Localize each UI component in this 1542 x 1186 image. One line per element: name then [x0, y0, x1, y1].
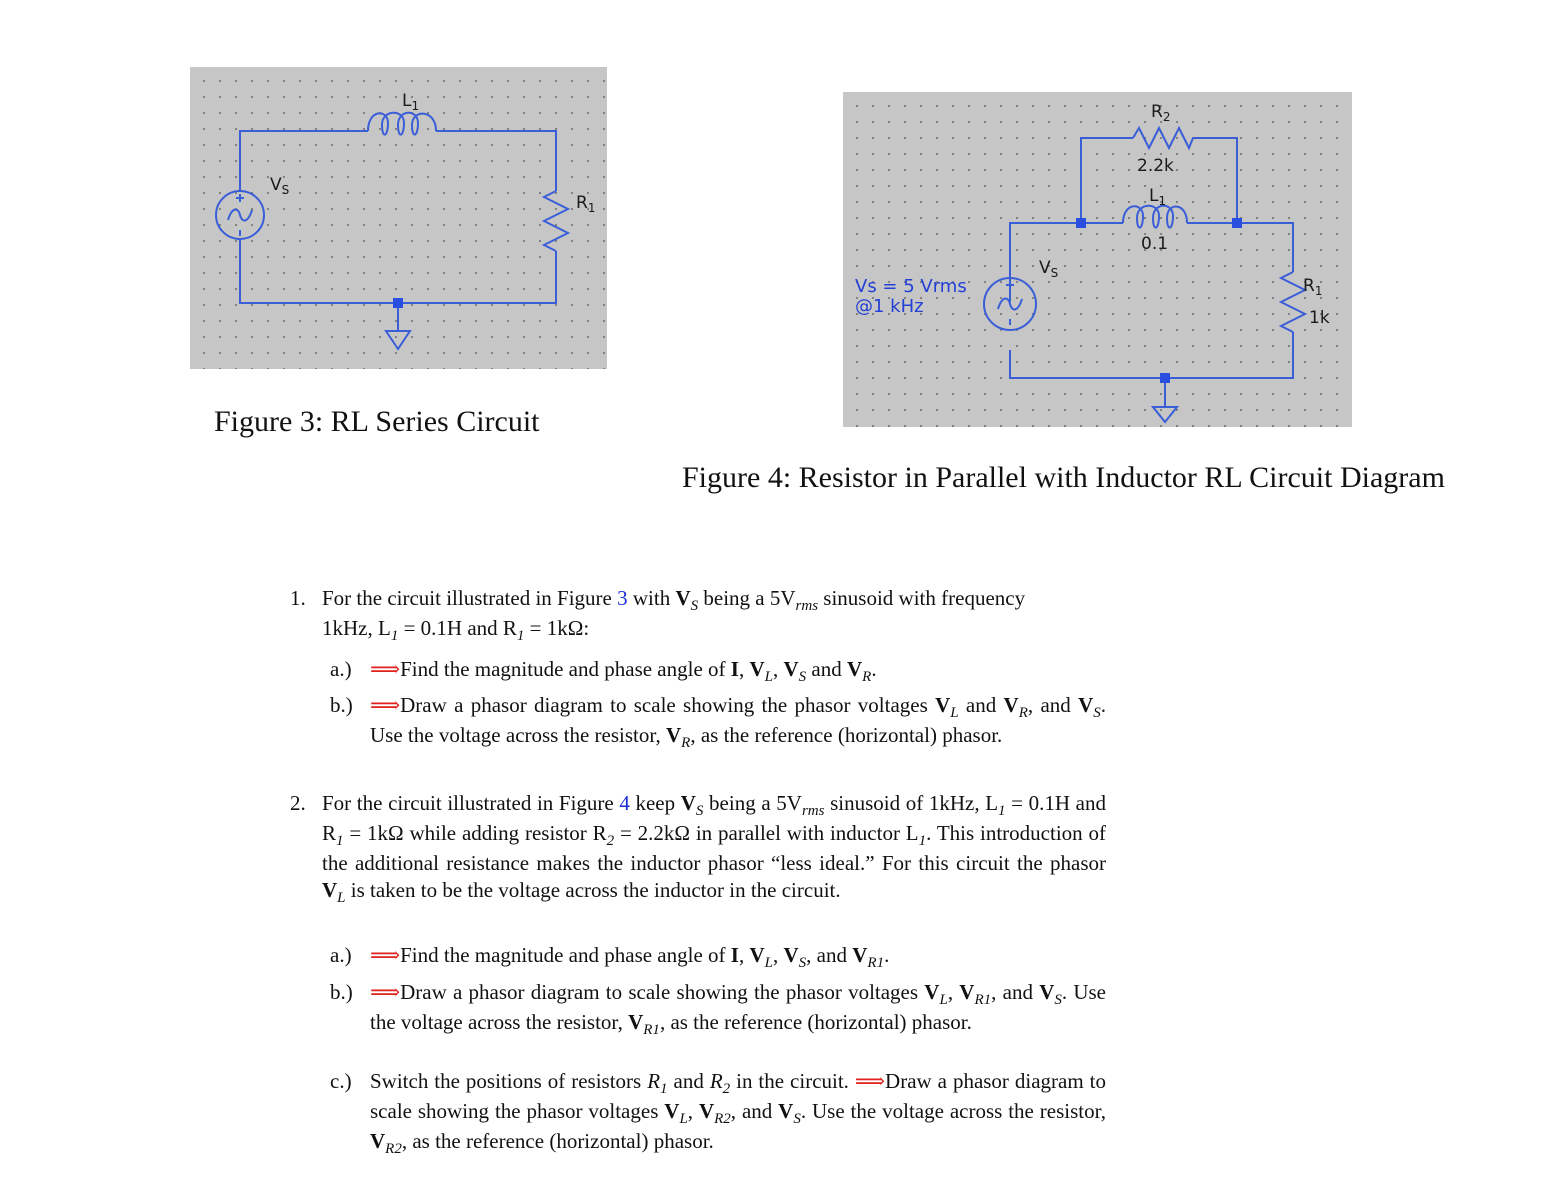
question-2a	[330, 942, 1106, 972]
question-1b-label: b.)	[330, 693, 353, 717]
fig3-inductor-l1	[368, 113, 436, 135]
fig4-label-r1: $R_1$	[1303, 276, 1323, 298]
question-1a-text: ⟹Find the magnitude and phase angle of I, $V_L$, $V_S$ and $V_R$.	[370, 657, 877, 685]
fig4-source-spec-line2: @1 kHz	[855, 296, 924, 317]
fig4-inductor-l1	[1123, 206, 1187, 228]
red-implies-arrow-icon: ⟹	[370, 943, 401, 967]
fig3-ground-symbol	[386, 331, 410, 349]
fig4-wire-r2-branch	[1081, 138, 1237, 223]
question-2-text: For the circuit illustrated in Figure 4 keep $V_S$ being a $5V_{rms}$ sinusoid of 1kHz, $L_1 = 0.1H$ and $R_1 = 1k\Omega$ while adding resistor $R_2 = 2.2k\Omega$ in parallel with inductor $L_1$. This introduction of the additional resistance makes the inductor phasor “less ideal.” For this circuit the phasor $V_L$ is taken to be the voltage across the inductor in the circuit.	[322, 791, 1106, 906]
question-1-number: 1.	[290, 586, 306, 610]
fig4-node-right	[1232, 218, 1242, 228]
question-2b-label: b.)	[330, 980, 353, 1004]
fig3-wire	[436, 131, 556, 191]
fig3-resistor-r1	[544, 191, 568, 251]
fig3-label-r1: $R_1$	[576, 193, 596, 215]
question-1a	[330, 656, 1106, 686]
fig4-source-spec-line1: Vs = 5 Vrms	[855, 276, 967, 297]
question-1b-text: ⟹Draw a phasor diagram to scale showing the phasor voltages $V_L$ and $V_R$, and $V_S$. Use the voltage across the resistor, $V_R$, as the reference (horizontal) phasor.	[370, 693, 1107, 751]
question-2-number: 2.	[290, 791, 306, 815]
fig4-resistor-r2	[1133, 128, 1193, 148]
figure-4-caption: Figure 4: Resistor in Parallel with Inductor RL Circuit Diagram	[682, 461, 1445, 494]
figure-4-schematic	[843, 92, 1352, 427]
figure-4-circuit-drawing	[843, 92, 1352, 427]
red-implies-arrow-icon: ⟹	[370, 657, 401, 681]
fig4-resistor-r1	[1281, 272, 1305, 332]
question-1a-label: a.)	[330, 657, 352, 681]
red-implies-arrow-icon: ⟹	[370, 693, 401, 717]
red-implies-arrow-icon: ⟹	[370, 980, 401, 1004]
fig3-wire	[240, 131, 368, 191]
figure-4-link[interactable]: 4	[619, 791, 630, 815]
question-1b	[330, 692, 1106, 752]
figure-3-schematic	[190, 67, 607, 369]
fig4-value-r1: 1k	[1309, 308, 1330, 328]
fig4-value-r2: 2.2k	[1137, 156, 1174, 176]
fig3-wire	[240, 239, 556, 303]
fig3-node-junction	[393, 298, 403, 308]
fig4-label-l1: $L_1$	[1149, 186, 1167, 208]
question-1-text: For the circuit illustrated in Figure 3 with $V_S$ being a $5V_{rms}$ sinusoid with frequency 1kHz, $L_1 = 0.1H$ and $R_1 = 1k\Omega$:	[322, 586, 1026, 644]
fig4-node-ground	[1160, 373, 1170, 383]
fig4-ground-symbol	[1153, 407, 1177, 422]
fig3-label-l1: $L_1$	[402, 91, 420, 113]
fig4-value-l1: 0.1	[1141, 234, 1169, 254]
question-1	[290, 585, 1106, 645]
fig4-label-r2: $R_2$	[1151, 102, 1171, 124]
question-2	[290, 790, 1106, 907]
question-2c-label: c.)	[330, 1069, 352, 1093]
question-2c-text: Switch the positions of resistors $R_1$ and $R_2$ in the circuit. ⟹Draw a phasor diagram to scale showing the phasor voltages $V_L$, $V_{R2}$, and $V_S$. Use the voltage across the resistor, $V_{R2}$, as the reference (horizontal) phasor.	[370, 1069, 1107, 1157]
figure-3-circuit-drawing	[190, 67, 607, 369]
fig3-label-vs: $V_S$	[270, 175, 290, 197]
fig4-source-spec	[855, 277, 967, 317]
figure-3-link[interactable]: 3	[617, 586, 628, 610]
question-2b-text: ⟹Draw a phasor diagram to scale showing the phasor voltages $V_L$, $V_{R1}$, and $V_S$. Use the voltage across the resistor, $V_{R1}$, as the reference (horizontal) phasor.	[370, 980, 1107, 1038]
question-2a-label: a.)	[330, 943, 352, 967]
fig4-wire	[1081, 223, 1293, 272]
figure-3-caption: Figure 3: RL Series Circuit	[214, 405, 540, 438]
question-2c	[330, 1068, 1106, 1158]
fig4-label-vs: $V_S$	[1039, 258, 1059, 280]
question-2a-text: ⟹Find the magnitude and phase angle of I, $V_L$, $V_S$, and $V_{R1}$.	[370, 943, 890, 971]
red-implies-arrow-icon: ⟹	[854, 1069, 886, 1093]
fig4-wire	[1010, 332, 1293, 378]
question-2b	[330, 979, 1106, 1039]
fig4-node-left	[1076, 218, 1086, 228]
